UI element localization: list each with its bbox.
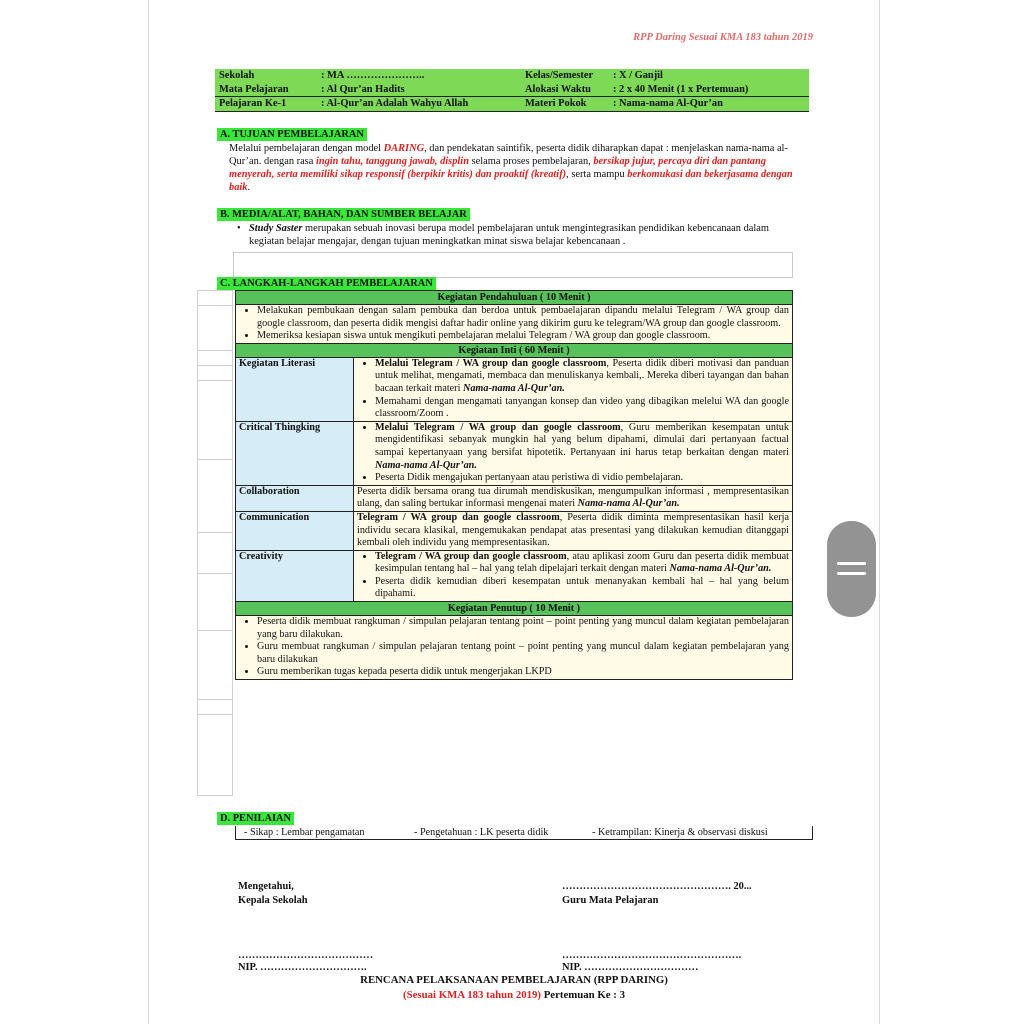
list-item: • Peserta didik membuat rangkuman / simpulan pelajaran tentang point – point penting yang muncul dalam kegiatan pembelajaran yang baru dilakukan. [257,616,789,641]
text-run: Peserta didik bersama orang tua dirumah mendiskusikan, mengumpulkan informasi , mempresentasikan ulang, dan saling bertukar informasi mengenai materi [357,485,789,510]
text-run: selama proses pembelajaran, [468,156,594,167]
section-c-title: C. LANGKAH-LANGKAH PEMBELAJARAN [217,277,436,290]
text-run-emphasis: Telegram / WA group dan google classroom [375,550,567,562]
sekolah-value: : MA ………………….. [317,69,521,83]
viewer-background-left [0,0,148,1024]
scroll-handle[interactable] [827,521,876,617]
section-d-title: D. PENILAIAN [217,812,294,825]
text-run: , dan pendekatan saintifik, peserta didik diharapkan dapat : menjelaskan nama-nama al-Qur’an. dengan rasa [229,143,788,167]
viewer-background-right [878,0,1024,1024]
left-ruler [197,290,233,796]
list-item [375,358,789,396]
list-item: • Memahami dengan mengamati tanyangan konsep dan video yang dibagikan melelui WA dan google classroom/Zoom . [375,396,789,421]
header-note: RPP Daring Sesuai KMA 183 tahun 2019 [633,32,813,43]
text-run-emphasis: Melalui Telegram / WA group dan google classroom [375,421,621,433]
footer-pertemuan: Pertemuan Ke : 3 [541,989,625,1001]
collab-label: Collaboration [236,485,354,511]
text-run-emphasis: Study Saster [249,223,303,234]
text-run-emphasis: ingin tahu, tanggung jawab, displin [315,156,469,167]
text-run: , Guru memberikan kesempatan untuk mengidentifikasi sebanyak mungkin hal yang belum dipahami, dimulai dari pertanyaan factual sampai kepertanyaan yang bersifat hipotetik. Pertanyaan ini harus tetap berkaitan dengan materi [375,421,789,458]
sign-nip-left: NIP. …………………………. [238,962,367,973]
bullet-icon: • [237,223,241,234]
comm-cell [354,511,793,550]
sekolah-label: Sekolah [215,69,317,83]
pelajaran-value: : Al-Qur’an Adalah Wahyu Allah [317,97,521,112]
text-run: , atau aplikasi zoom Guru dan peserta didik membuat kesimpulan tentang hal – hal yang telah dipelajari terkait dengan materi [375,550,789,575]
text-run-emphasis: Melalui Telegram / WA group dan google classroom [375,357,607,369]
penilaian-box [235,826,813,840]
creat-label: Creativity [236,550,354,601]
text-run-emphasis: Nama-nama Al-Qur’an. [462,382,565,394]
materi-label: Materi Pokok [521,97,609,112]
empty-box [233,252,793,278]
list-item: • Guru membuat rangkuman / simpulan pelajaran tentang point – point penting yang muncul dalam kegiatan pembelajaran yang baru dilakukan [257,641,789,666]
sign-nip-right: NIP. …………………………… [562,962,699,973]
mapel-label: Mata Pelajaran [215,83,317,97]
handle-grip-icon [837,572,866,575]
list-item: • Peserta didik kemudian diberi kesempatan untuk menanyakan kembali hal – hal yang belum dipahami. [375,576,789,601]
document-page [148,0,880,1024]
text-run: Melalui pembelajaran dengan model [229,143,384,154]
critical-label: Critical Thingking [236,421,354,485]
penutup-cell [236,616,793,680]
text-run-emphasis: Telegram / WA group dan google classroom [357,511,560,523]
text-run-emphasis: berkomukasi dan bekerjasama dengan baik [229,169,793,193]
alokasi-label: Alokasi Waktu [521,83,609,97]
list-item [375,422,789,472]
list-item: • Melakukan pembukaan dengan salam pembuka dan berdoa untuk pembaelajaran dipandu melalui Telegram / WA group dan google classroom, dan peserta didik mengisi daftar hadir online yang dikirim guru ke telegram/WA group dan google classroom. [257,305,789,330]
section-a-text [229,142,811,194]
text-run-emphasis: Nama-nama Al-Qur’an. [577,498,680,510]
list-item: • Guru memberikan tugas kepada peserta didik untuk mengerjakan LKPD [257,666,789,679]
text-run-emphasis: bersikap jujur, percaya diri dan pantang menyerah, serta memiliki sikap responsif (berpikir kritis) dan proaktif (kreatif) [229,156,766,180]
pendahuluan-title: Kegiatan Pendahuluan ( 10 Menit ) [236,291,793,305]
sign-date-line: …………………………………………. 20... [562,881,752,892]
kelas-value: : X / Ganjil [609,69,809,83]
literasi-label: Kegiatan Literasi [236,357,354,421]
sign-dots-right: ……………………………………………. [562,950,742,961]
steps-table [235,290,793,680]
text-run-emphasis: DARING [383,143,425,154]
creat-cell [354,550,793,601]
collab-cell [354,485,793,511]
text-run: , Peserta didik diberi motivasi dan panduan untuk melihat, mengamati, membaca dan menuliskanya kembali,. Mereka diberi tayangan dan bahan bacaan terkait materi [375,357,789,394]
section-b-text [235,222,795,248]
text-run: , Peserta didik diminta mempresentasikan hasil kerja individu secara klasikal, mengemukakan pendapat atas presentasi yang dilakukan kemudian ditanggapi kembali oleh individu yang mempresentasikan. [357,511,789,549]
text-run-emphasis: Nama-nama Al-Qur’an. [375,459,477,471]
sign-kepala: Kepala Sekolah [238,895,308,906]
mapel-value: : Al Qur’an Hadits [317,83,521,97]
handle-grip-icon [837,562,866,565]
alokasi-value: : 2 x 40 Menit (1 x Pertemuan) [609,83,809,97]
sign-guru: Guru Mata Pelajaran [562,895,659,906]
list-item: • Peserta Didik mengajukan pertanyaan atau peristiwa di vidio pembelajaran. [375,472,789,485]
section-b-title: B. MEDIA/ALAT, BAHAN, DAN SUMBER BELAJAR [217,208,470,221]
footer-kma: (Sesuai KMA 183 tahun 2019) [403,989,542,1001]
text-run: . [247,182,251,193]
text-run: , serta mampu [566,169,628,180]
penilaian-pengetahuan: - Pengetahuan : LK peserta didik [414,827,549,838]
inti-title: Kegiatan Inti ( 60 Menit ) [236,343,793,357]
pelajaran-label: Pelajaran Ke-1 [215,97,317,112]
list-item [375,551,789,576]
critical-cell [354,421,793,485]
list-item: • Memeriksa kesiapan siswa untuk mengikuti pembelajaran melalui Telegram / WA group dan google classroom. [257,330,789,343]
text-run: merupakan sebuah inovasi berupa model pembelajaran untuk mengintegrasikan pendidikan kebencanaan dalam kegiatan belajar mengajar, dengan tujuan meningkatkan minat siswa belajar kebencanaan . [249,223,769,247]
footer-title: RENCANA PELAKSANAAN PEMBELAJARAN (RPP DARING) [360,974,668,986]
comm-label: Communication [236,511,354,550]
penilaian-keterampilan: - Ketrampilan: Kinerja & observasi diskusi [592,827,768,838]
section-a-title: A. TUJUAN PEMBELAJARAN [217,128,367,141]
kelas-label: Kelas/Semester [521,69,609,83]
sign-mengetahui: Mengetahui, [238,881,294,892]
literasi-cell [354,357,793,421]
penutup-title: Kegiatan Penutup ( 10 Menit ) [236,602,793,616]
materi-value: : Nama-nama Al-Qur’an [609,97,809,112]
penilaian-sikap: - Sikap : Lembar pengamatan [244,827,365,838]
footer-subtitle [149,989,879,1002]
text-run-emphasis: Nama-nama Al-Qur’an. [669,563,772,575]
info-table [215,69,809,112]
pendahuluan-cell [236,305,793,344]
sign-dots-left: ………………………………… [238,950,374,961]
